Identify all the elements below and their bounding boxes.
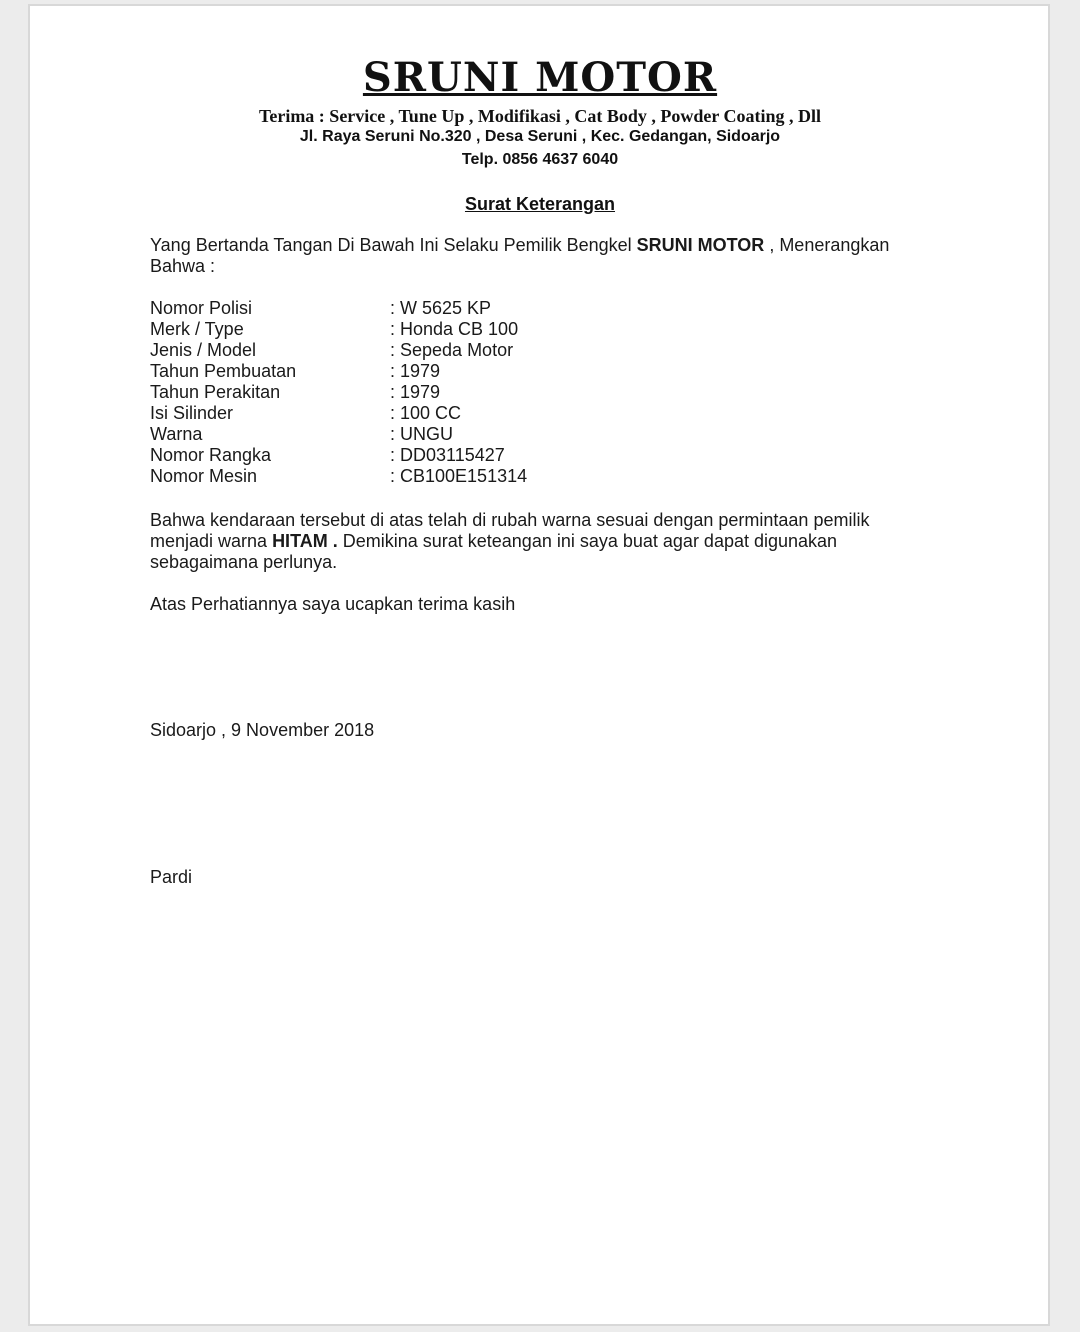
field-value: : Honda CB 100 (390, 319, 519, 339)
vehicle-details (150, 298, 750, 487)
services-line: Terima : Service , Tune Up , Modifikasi , Cat Body , Powder Coating , Dll (258, 106, 822, 126)
field-label: Jenis / Model (150, 340, 257, 360)
statement-prefix: Bahwa kendaraan tersebut di atas telah di rubah warna sesuai dengan permintaan pemilik menjadi warna (150, 510, 870, 551)
field-label: Merk / Type (150, 319, 244, 339)
field-label: Warna (150, 424, 203, 444)
field-value: : 1979 (390, 361, 441, 381)
field-row (150, 403, 750, 424)
closing-thanks: Atas Perhatiannya saya ucapkan terima kasih (150, 594, 516, 614)
field-value: : UNGU (390, 424, 453, 444)
intro-paragraph (150, 235, 920, 277)
field-label: Tahun Perakitan (150, 382, 281, 402)
field-row (150, 361, 750, 382)
field-row (150, 424, 750, 445)
intro-company: SRUNI MOTOR (636, 235, 765, 255)
field-row (150, 466, 750, 487)
field-row (150, 319, 750, 340)
place-date: Sidoarjo , 9 November 2018 (150, 720, 375, 740)
field-row (150, 298, 750, 319)
field-value: : 100 CC (390, 403, 462, 423)
field-row (150, 445, 750, 466)
field-value: : W 5625 KP (390, 298, 492, 318)
field-label: Nomor Polisi (150, 298, 253, 318)
document-title: Surat Keterangan (464, 194, 616, 214)
field-label: Nomor Mesin (150, 466, 258, 486)
field-row (150, 382, 750, 403)
field-label: Isi Silinder (150, 403, 234, 423)
field-value: : DD03115427 (390, 445, 505, 465)
field-value: : Sepeda Motor (390, 340, 514, 360)
field-label: Tahun Pembuatan (150, 361, 297, 381)
statement-color: HITAM . (272, 531, 338, 551)
field-value: : CB100E151314 (390, 466, 528, 486)
intro-prefix: Yang Bertanda Tangan Di Bawah Ini Selaku Pemilik Bengkel (150, 235, 637, 255)
company-phone: Telp. 0856 4637 6040 (461, 151, 619, 168)
statement-suffix: Demikina surat keteangan ini saya buat agar dapat digunakan sebagaimana perlunya. (150, 531, 838, 572)
field-value: : 1979 (390, 382, 441, 402)
company-name: SRUNI MOTOR (362, 54, 718, 101)
statement-paragraph (150, 510, 910, 573)
field-label: Nomor Rangka (150, 445, 272, 465)
intro-suffix: , Menerangkan Bahwa : (150, 235, 890, 276)
signer-name: Pardi (150, 867, 193, 887)
field-row (150, 340, 750, 361)
company-address: Jl. Raya Seruni No.320 , Desa Seruni , Kec. Gedangan, Sidoarjo (299, 128, 781, 145)
